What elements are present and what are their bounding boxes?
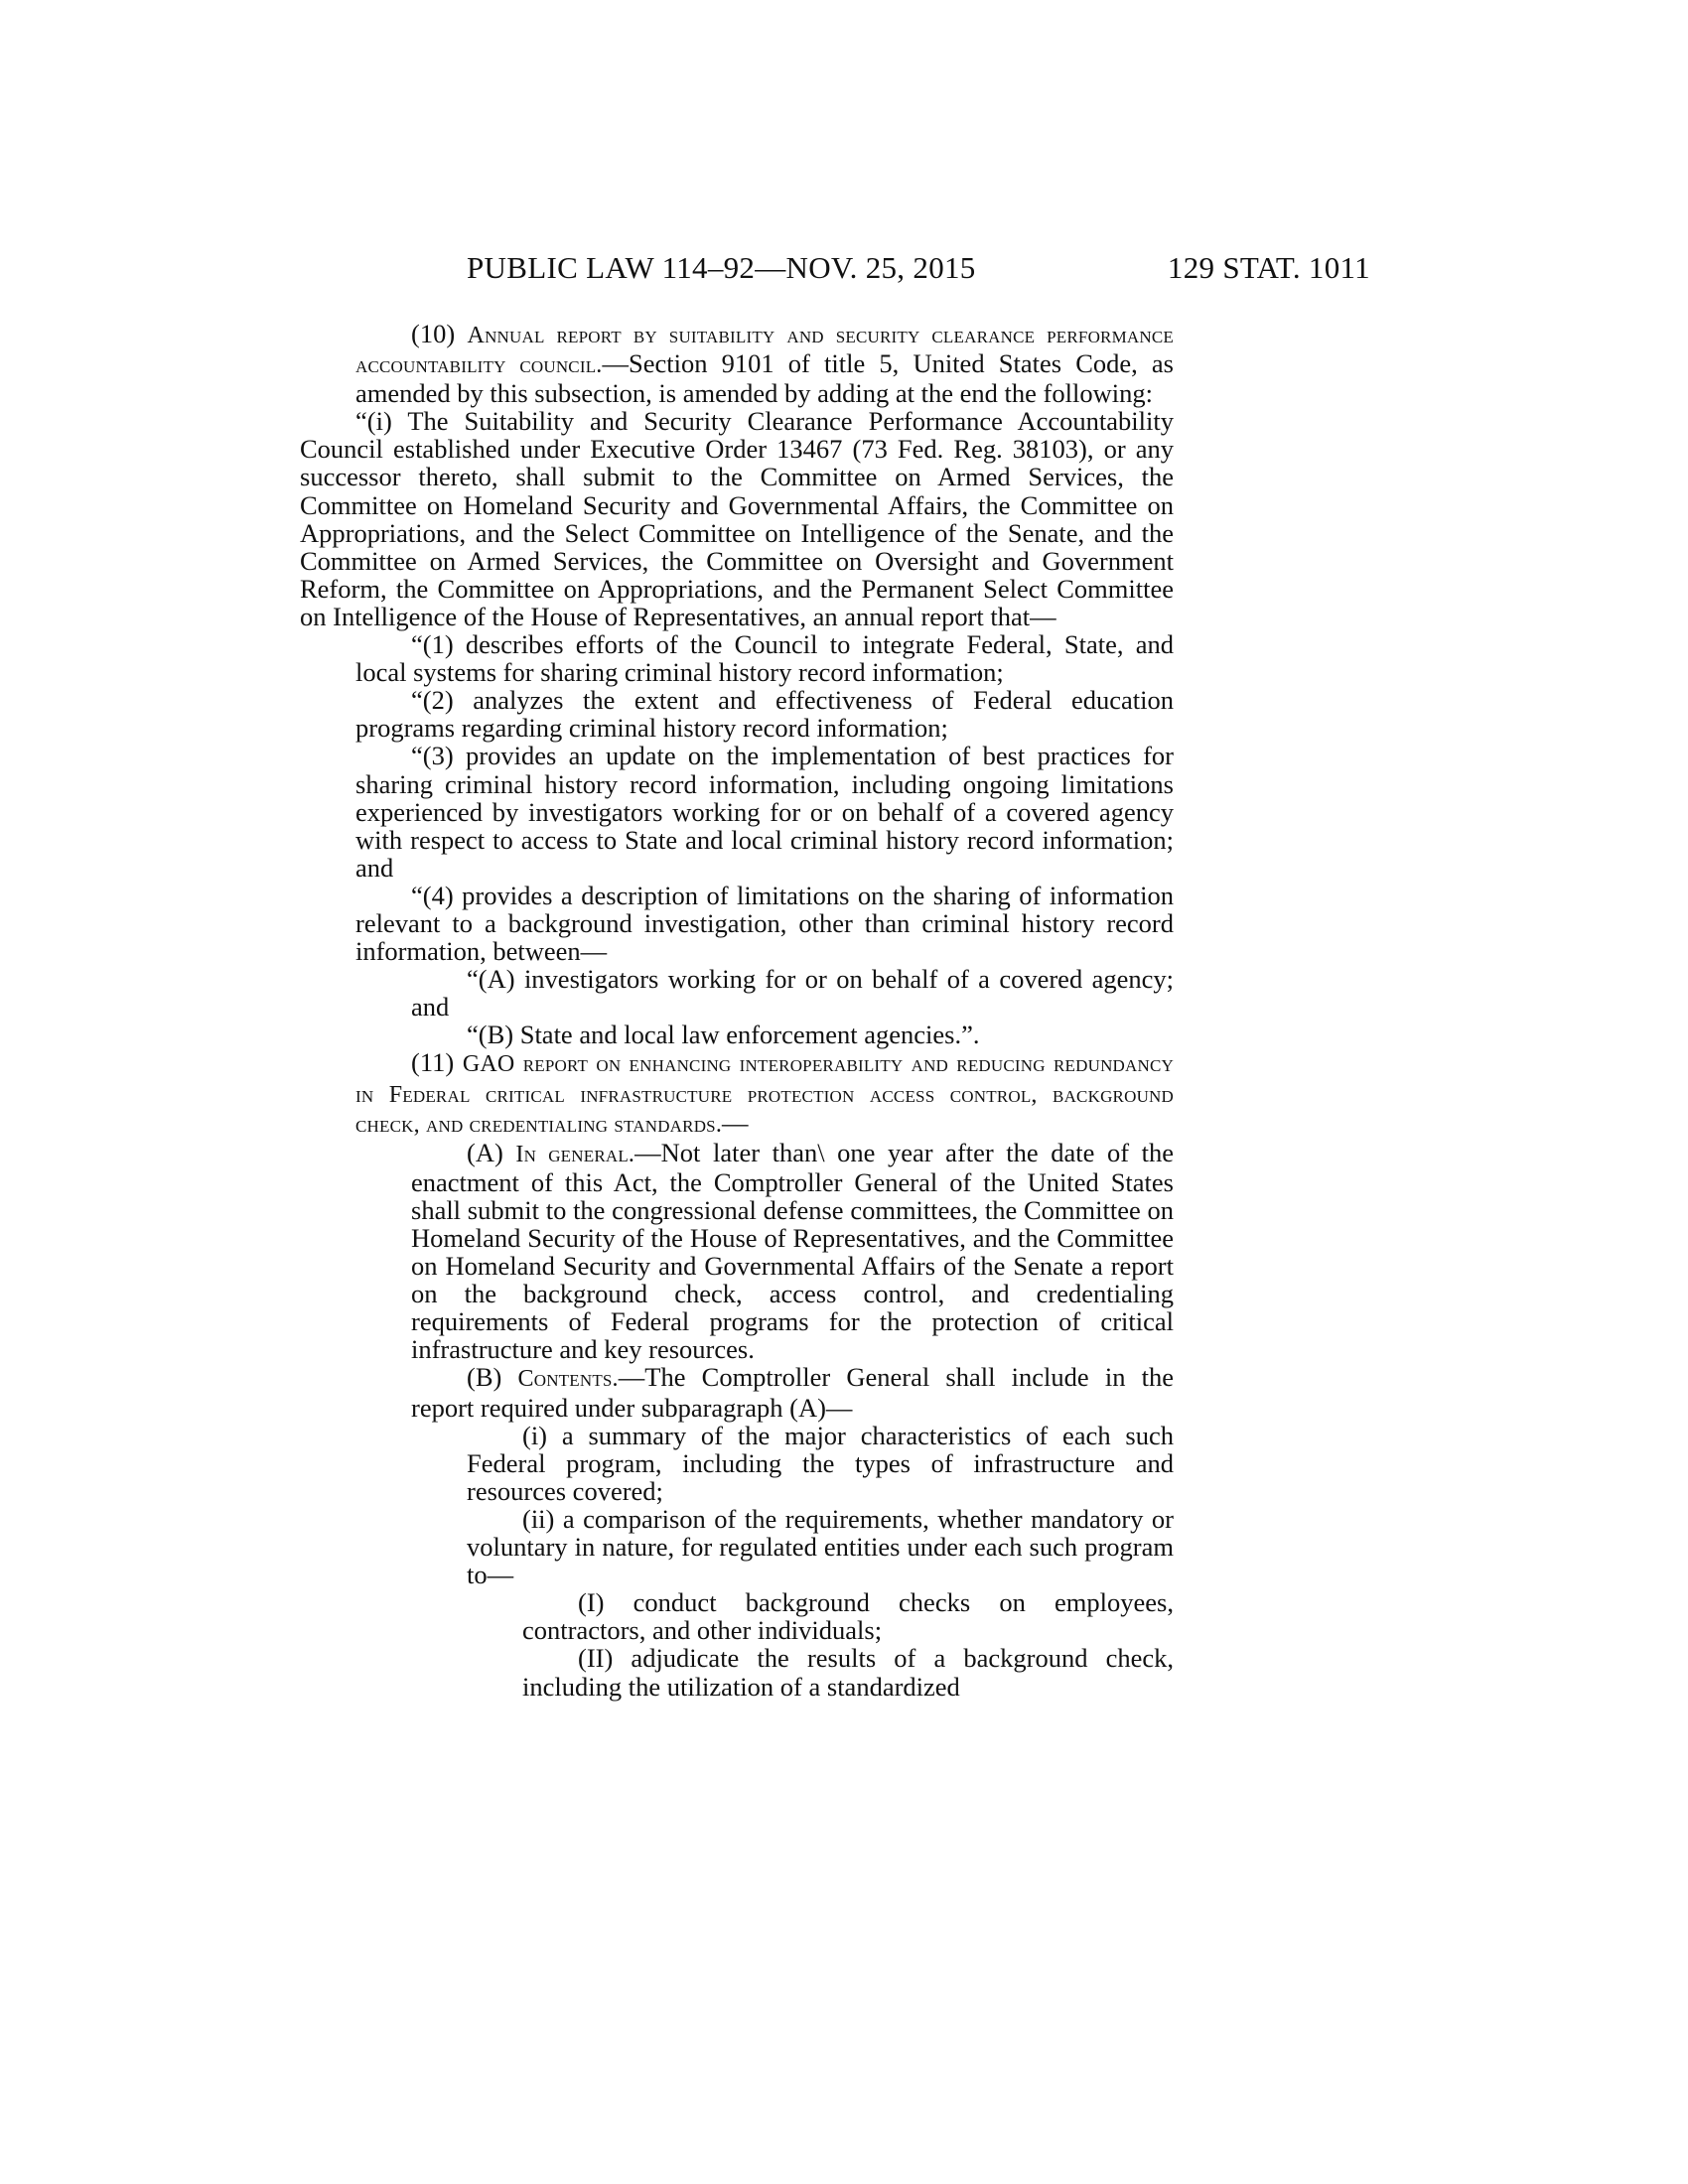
paragraph-11: (11) GAO report on enhancing interoperability and reducing redundancy in Federal critical infrastructure protection access control, background check, and credentialing standards.— (355, 1047, 1174, 1138)
clause-ii: (ii) a comparison of the requirements, whether mandatory or voluntary in nature, for regulated entities under each such program to— (467, 1503, 1174, 1590)
statute-page-number: 129 STAT. 1011 (1167, 250, 1370, 285)
document-body (300, 320, 1174, 1701)
clause-3: “(3) provides an update on the implementation of best practices for sharing criminal history record information, including ongoing limitations experienced by investigators working for or on behalf of a covered agency with respect to access to State and local criminal history record information; and (355, 741, 1174, 883)
subparagraph-A: (A) In general.—Not later than\ one year after the date of the enactment of this Act, the Comptroller General of the United States shall submit to the congressional defense committees, the Committee on Homeland Security of the House of Representatives, and the Committee on Homeland Security and Governmental Affairs of the Senate a report on the background check, access control, and credentialing requirements of Federal programs for the protection of critical infrastructure and key resources. (411, 1137, 1174, 1365)
paragraph-heading: Contents. (517, 1366, 619, 1393)
clause-4: “(4) provides a description of limitations on the sharing of information relevant to a background investigation, other than criminal history record information, between— (355, 880, 1174, 967)
subclause-II: (II) adjudicate the results of a background check, including the utilization of a standardized (522, 1643, 1174, 1702)
subclause-I: (I) conduct background checks on employees, contractors, and other individuals; (522, 1587, 1174, 1646)
clause-2: “(2) analyzes the extent and effectiveness of Federal education programs regarding criminal history record information; (355, 685, 1174, 744)
paragraph-heading: GAO report on enhancing interoperability and reducing redundancy in Federal critical infrastructure protection access control, background check, and credentialing standards. (355, 1051, 1174, 1138)
clause-4-A: “(A) investigators working for or on behalf of a covered agency; and (411, 964, 1174, 1023)
clause-i: (i) a summary of the major characteristics of each such Federal program, including the types of infrastructure and resources covered; (467, 1420, 1174, 1506)
clause-4-B: “(B) State and local law enforcement agencies.”. (467, 1020, 980, 1050)
subsection-i: “(i) The Suitability and Security Clearance Performance Accountability Council established under Executive Order 13467 (73 Fed. Reg. 38103), or any successor thereto, shall submit to the Committee on Armed Services, the Committee on Homeland Security and Governmental Affairs, the Committee on Appropriations, and the Select Committee on Intelligence of the Senate, and the Committee on Armed Services, the Committee on Oversight and Government Reform, the Committee on Appropriations, and the Permanent Select Committee on Intelligence of the House of Representatives, an annual report that— (300, 406, 1174, 631)
clause-1: “(1) describes efforts of the Council to integrate Federal, State, and local systems for sharing criminal history record information; (355, 629, 1174, 688)
public-law-title: PUBLIC LAW 114–92—NOV. 25, 2015 (467, 250, 976, 285)
subparagraph-B: (B) Contents.—The Comptroller General shall include in the report required under subparagraph (A)— (411, 1362, 1174, 1423)
paragraph-heading: Annual report by suitability and security clearance performance accountability council. (355, 323, 1174, 379)
paragraph-10: (10) Annual report by suitability and security clearance performance accountability council.—Section 9101 of title 5, United States Code, as amended by this subsection, is amended by adding at the end the following: (355, 319, 1174, 409)
paragraph-heading: In general. (515, 1141, 635, 1167)
running-header (298, 250, 1370, 290)
